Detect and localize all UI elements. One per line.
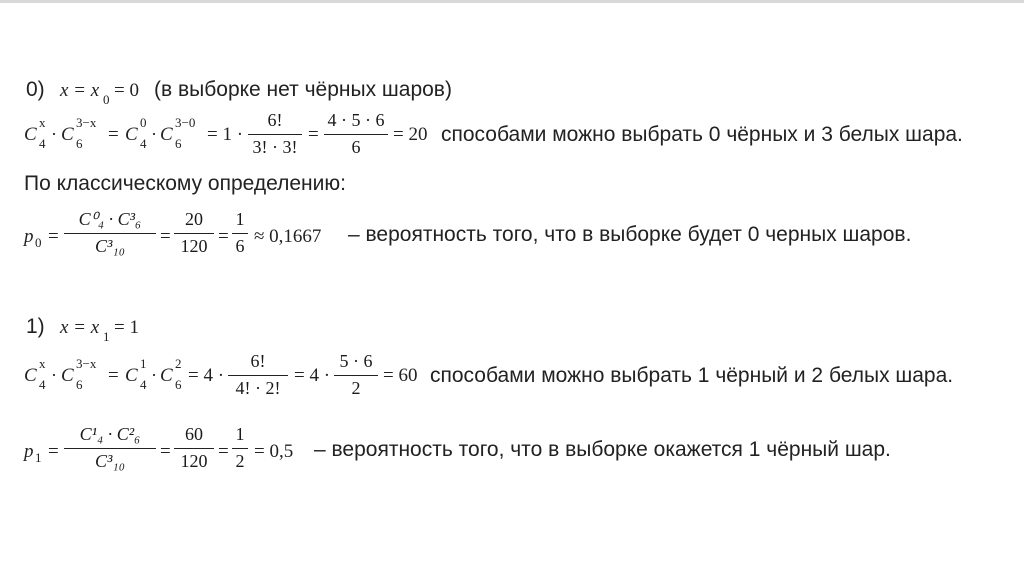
combo-c: C [24,124,37,145]
case1-heading-eq: = 1 [114,317,139,338]
combo-c: C [61,365,74,386]
fraction [248,110,302,162]
numerator: 6! [267,110,283,130]
rhs: = 4 · [188,365,225,386]
case1-prob-text: – вероятность того, что в выборке окажется 1 чёрный шар. [314,438,891,461]
combo-c: C [125,124,138,145]
result: = 0,5 [254,441,294,462]
case0-heading-text: (в выборке нет чёрных шаров) [154,78,452,101]
fraction-bar [232,233,248,234]
numerator: 60 [185,424,203,444]
denominator: 3! · 3! [252,137,298,157]
p-symbol: p [24,226,34,247]
denominator: 2 [235,451,245,471]
sup: 0 [140,115,147,130]
case1-ways-text: способами можно выбрать 1 чёрный и 2 белых шара. [430,364,954,387]
fraction [228,351,288,403]
numerator: 1 [235,209,245,229]
eq: = [160,441,171,462]
case0-prob-text: – вероятность того, что в выборке будет 0 черных шаров. [348,223,912,246]
case0-ways-text: способами можно выбрать 0 чёрных и 3 белых шара. [441,123,963,146]
eq: = [308,124,319,145]
denominator: 120 [180,236,208,256]
sub: 6 [175,136,182,151]
rhs: = 1 · [207,124,244,145]
eq: = [218,441,229,462]
sub: 4 [39,377,46,392]
numerator: C¹₄ · C²₆ [79,424,141,444]
sub: 6 [175,377,182,392]
sub: 4 [140,377,147,392]
fraction-bar [248,134,302,135]
denominator: C³₁₀ [95,236,125,256]
eq: = [48,226,59,247]
result: = 60 [383,365,418,386]
sup: 3−x [76,356,97,371]
sup: 1 [140,356,147,371]
denominator: 6 [351,137,361,157]
fraction [64,209,156,265]
p-symbol: p [24,441,34,462]
denominator: 4! · 2! [235,378,281,398]
denominator: 120 [180,451,208,471]
fraction [324,110,388,162]
fraction-bar [228,375,288,376]
case0-heading-sub: 0 [103,92,110,107]
fraction-bar [64,448,156,449]
numerator: 6! [250,351,266,371]
eq: = [160,226,171,247]
sup: x [39,356,46,371]
sup: 3−0 [175,115,196,130]
fraction-bar [174,448,214,449]
eq: = [218,226,229,247]
fraction-bar [174,233,214,234]
fraction [232,424,248,480]
dot: · [51,124,57,144]
sub: 4 [140,136,147,151]
dot: · [151,365,157,385]
fraction [232,209,248,265]
case0-index: 0) [26,78,45,101]
sub: 6 [76,136,83,151]
numerator: 1 [235,424,245,444]
eq: = [108,365,119,386]
denominator: C³₁₀ [95,451,125,471]
mid: = 4 · [294,365,331,386]
case0-heading-eq: = 0 [114,80,139,101]
combo-c: C [24,365,37,386]
combo-c: C [125,365,138,386]
denominator: 6 [235,236,245,256]
fraction-bar [232,448,248,449]
p-sub: 1 [35,450,42,465]
sup: 3−x [76,115,97,130]
eq: = [108,124,119,145]
case1-heading-sub: 1 [103,329,110,344]
case1-index: 1) [26,315,45,338]
fraction [64,424,156,480]
fraction [334,351,378,403]
combo-c: C [160,365,173,386]
approx: ≈ 0,1667 [254,226,322,247]
fraction [174,209,214,265]
classic-definition-text: По классическому определению: [24,172,346,195]
combo-c: C [160,124,173,145]
numerator: C⁰₄ · C³₆ [78,209,142,229]
result: = 20 [393,124,428,145]
sup: 2 [175,356,182,371]
combo-c: C [61,124,74,145]
fraction-bar [324,134,388,135]
sup: x [39,115,46,130]
fraction [174,424,214,480]
numerator: 5 · 6 [339,351,373,371]
sub: 4 [39,136,46,151]
top-rule [0,0,1024,3]
numerator: 20 [185,209,203,229]
sub: 6 [76,377,83,392]
denominator: 2 [351,378,361,398]
dot: · [151,124,157,144]
fraction-bar [334,375,378,376]
eq: = [48,441,59,462]
numerator: 4 · 5 · 6 [327,110,385,130]
case0-heading-formula: x = x [60,80,100,101]
case1-heading-formula: x = x [60,317,100,338]
dot: · [51,365,57,385]
fraction-bar [64,233,156,234]
p-sub: 0 [35,235,42,250]
